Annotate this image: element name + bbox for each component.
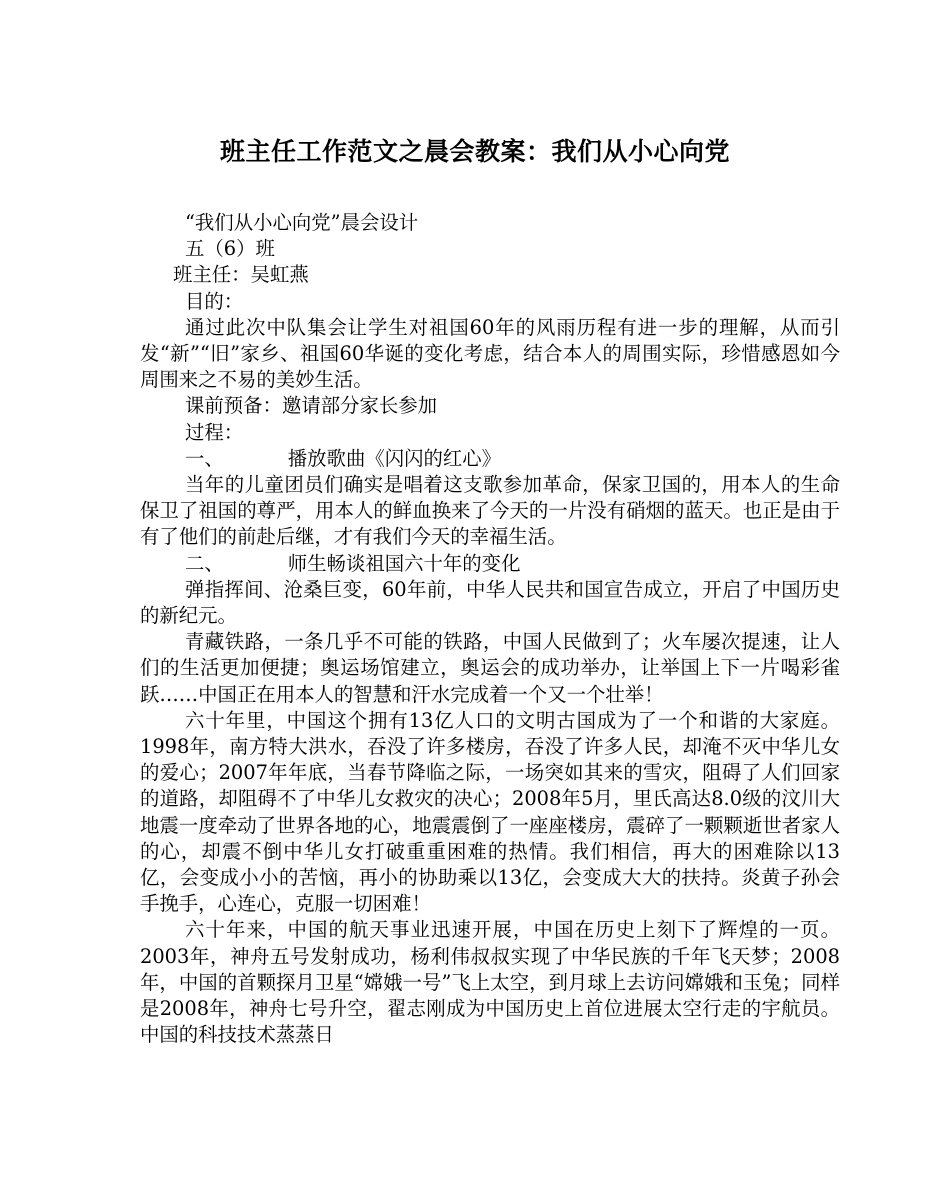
purpose-paragraph: 通过此次中队集会让学生对祖国60年的风雨历程有进一步的理解，从而引发“新”“旧”家乡、祖国60华诞的变化考虑，结合本人的周围实际，珍惜感恩如今周围来之不易的美妙生活。 [140, 315, 840, 392]
prep-line: 课前预备：邀请部分家长参加 [185, 394, 438, 418]
paragraph-history: 弹指挥间、沧桑巨变，60年前，中华人民共和国宣告成立，开启了中国历史的新纪元。 [140, 577, 840, 628]
section1-title: 播放歌曲《闪闪的红心》 [287, 446, 502, 470]
section1-number: 一、 [185, 446, 224, 470]
paragraph-aerospace: 六十年来，中国的航天事业迅速开展，中国在历史上刻下了辉煌的一页。2003年，神舟五号发射成功，杨利伟叔叔实现了中华民族的千年飞天梦；2008年，中国的首颗探月卫星“嫦娥一号”飞上太空，到月球上去访问嫦娥和玉兔；同样是2008年，神舟七号升空，翟志刚成为中国历史上首位进展太空行走的宇航员。中国的科技技术蒸蒸日 [140, 918, 840, 1047]
document-body [140, 210, 840, 1049]
section2-title: 师生畅谈祖国六十年的变化 [287, 551, 521, 575]
teacher-line: 班主任：吴虹燕 [173, 263, 309, 287]
section1-heading [140, 446, 840, 472]
process-label: 过程： [185, 420, 244, 444]
class-line: 五（6）班 [185, 237, 275, 261]
section1-paragraph: 当年的儿童团员们确实是唱着这支歌参加革命，保家卫国的，用本人的生命保卫了祖国的尊严，用本人的鲜血换来了今天的一片没有硝烟的蓝天。也正是由于有了他们的前赴后继，才有我们今天的幸福生活。 [140, 473, 840, 549]
paragraph-harmony: 六十年里，中国这个拥有13亿人口的文明古国成为了一个和谐的大家庭。1998年，南方特大洪水，吞没了许多楼房，吞没了许多人民，却淹不灭中华儿女的爱心；2007年年底，当春节降临之际，一场突如其来的雪灾，阻碍了人们回家的道路，却阻碍不了中华儿女救灾的决心；2008年5月，里氏高达8.0级的汶川大地震一度牵动了世界各地的心，地震震倒了一座座楼房，震碎了一颗颗逝世者家人的心，却震不倒中华儿女打破重重困难的热情。我们相信，再大的困难除以13亿，会变成小小的苦恼，再小的协助乘以13亿，会变成大大的扶持。炎黄子孙会手挽手，心连心，克服一切困难！ [140, 708, 840, 916]
paragraph-railway: 青藏铁路，一条几乎不可能的铁路，中国人民做到了；火车屡次提速，让人们的生活更加便捷；奥运场馆建立，奥运会的成功举办，让举国上下一片喝彩雀跃……中国正在用本人的智慧和汗水完成着一个又一个壮举！ [140, 630, 840, 706]
subtitle-line: “我们从小心向党”晨会设计 [185, 211, 419, 234]
section2-number: 二、 [185, 551, 224, 575]
document-title: 班主任工作范文之晨会教案：我们从小心向党 [219, 137, 730, 166]
section2-heading [140, 551, 840, 577]
purpose-label: 目的： [185, 289, 244, 313]
